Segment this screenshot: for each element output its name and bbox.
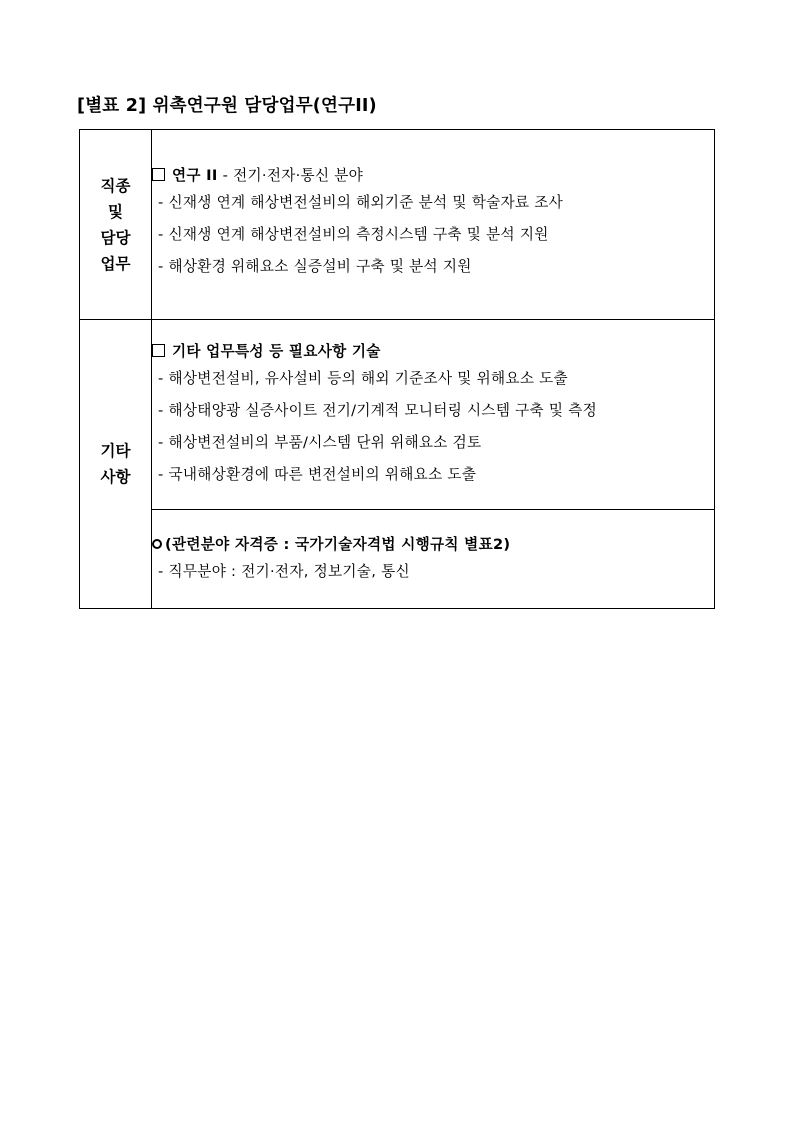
section-heading	[152, 534, 714, 556]
checkbox-square-icon	[152, 168, 165, 181]
research-role: 연구 II	[172, 167, 218, 184]
content-cell-duties	[152, 130, 715, 320]
list-item: - 해상환경 위해요소 실증설비 구축 및 분석 지원	[158, 258, 472, 275]
list-item: - 신재생 연계 해상변전설비의 해외기준 분석 및 학술자료 조사	[158, 194, 564, 211]
label-text: 담당	[100, 228, 131, 247]
table-row-duties	[80, 130, 715, 320]
page-title: [별표 2] 위촉연구원 담당업무(연구II)	[77, 96, 377, 116]
content-cell-certificates	[152, 510, 715, 609]
list-item: - 해상태양광 실증사이트 전기/기계적 모니터링 시스템 구축 및 측정	[158, 402, 598, 419]
field-description: - 전기·전자·통신 분야	[217, 167, 364, 184]
duties-table	[79, 129, 715, 609]
list-item: - 신재생 연계 해상변전설비의 측정시스템 구축 및 분석 지원	[158, 226, 549, 243]
table-row-other	[80, 320, 715, 510]
checkbox-square-icon	[152, 344, 165, 357]
list-item: - 국내해상환경에 따른 변전설비의 위해요소 도출	[158, 466, 477, 483]
label-text: 직종	[100, 176, 131, 195]
list-item: - 해상변전설비, 유사설비 등의 해외 기준조사 및 위해요소 도출	[158, 370, 568, 387]
list-item: - 직무분야 : 전기·전자, 정보기술, 통신	[158, 563, 410, 580]
label-text: 및	[108, 202, 123, 221]
label-text: 사항	[100, 468, 131, 486]
label-cell-other	[80, 320, 152, 609]
list-item: - 해상변전설비의 부품/시스템 단위 위해요소 검토	[158, 434, 482, 451]
table-row-certificates	[80, 510, 715, 609]
circle-bullet-icon	[152, 539, 162, 549]
label-text: 업무	[100, 254, 131, 273]
section-heading-text: 기타 업무특성 등 필요사항 기술	[172, 343, 381, 360]
section-heading-text: (관련분야 자격증 : 국가기술자격법 시행규칙 별표2)	[165, 536, 511, 553]
section-heading	[152, 165, 714, 187]
section-heading	[152, 341, 714, 363]
label-text: 기타	[100, 442, 131, 460]
content-cell-other	[152, 320, 715, 510]
label-cell-duties	[80, 130, 152, 320]
